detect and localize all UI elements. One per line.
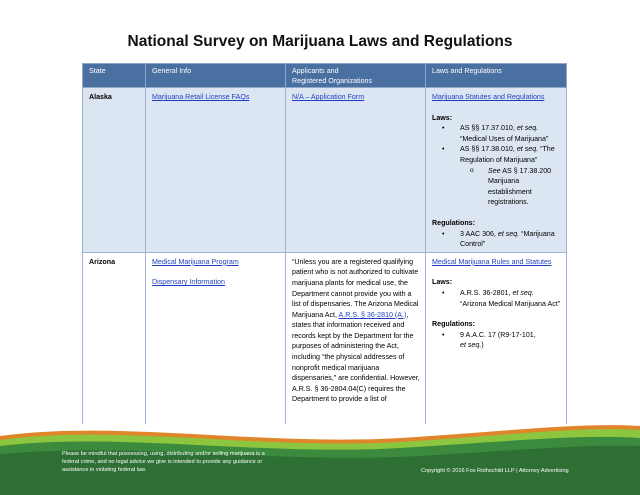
regulation-item: • 9 A.A.C. 17 (R9-17-101, et seq.) (432, 330, 561, 351)
page-title: National Survey on Marijuana Laws and Regulations (127, 33, 513, 50)
rules-statutes-link[interactable]: Medical Marijuana Rules and Statutes (432, 257, 552, 266)
general-info-cell (146, 88, 286, 253)
state-name: Alaska (89, 93, 112, 101)
table-header-row (83, 64, 567, 88)
applicants-cell (286, 252, 426, 424)
state-name: Arizona (89, 257, 116, 266)
law-item: • AS §§ 17.37.010, et seq. “Medical Uses of Marijuana” (432, 123, 561, 144)
column-header-laws: Laws and Regulations (426, 64, 567, 88)
regulation-item: • 3 AAC 306, et seq. “Marijuana Control” (432, 229, 561, 250)
law-item: • AS §§ 17.38.010, et seq. “The Regulation of Marijuana” o See AS § 17.38.200 Marijuana establishment registrations. (432, 144, 561, 208)
quote-text-continued: , states that information received and records kept by the Department for the purposes of administering the Act, including “the physical addresses of nonprofit medical marijuana dispensaries,” are confidential. However, A.R.S. § 36-2804.04(C) requires the Department to provide a list of (292, 310, 420, 404)
retail-license-faqs-link[interactable]: Marijuana Retail License FAQs (152, 93, 250, 101)
footer-copyright: Copyright © 2016 Fox Rothschild LLP | Attorney Advertising (421, 468, 569, 474)
statutes-regulations-link[interactable]: Marijuana Statutes and Regulations (432, 93, 545, 101)
table-row-alaska (83, 88, 567, 253)
column-header-state: State (83, 64, 146, 88)
sub-list (460, 166, 561, 208)
regulations-label: Regulations: (432, 320, 475, 329)
laws-cell (426, 252, 567, 424)
state-cell (83, 88, 146, 253)
column-header-applicants-line2: Registered Organizations (292, 77, 373, 85)
column-header-applicants-line1: Applicants and (292, 67, 339, 75)
quote-text: “Unless you are a registered qualifying patient who is not authorized to cultivate marijuana plants for medical use, the Department cannot provide you with a list of dispensaries. The Arizona Medical Marijuana Act, (292, 257, 419, 319)
medical-marijuana-program-link[interactable]: Medical Marijuana Program (152, 257, 239, 266)
laws-label: Laws: (432, 113, 453, 122)
laws-label: Laws: (432, 278, 453, 287)
laws-list (432, 288, 561, 309)
sub-item: o See AS § 17.38.200 Marijuana establishment registrations. (460, 166, 561, 208)
applicants-cell (286, 88, 426, 253)
column-header-applicants (286, 64, 426, 88)
law-item: • A.R.S. 36-2801, et seq. “Arizona Medical Marijuana Act” (432, 288, 561, 309)
general-info-cell (146, 252, 286, 424)
table-row-arizona (83, 252, 567, 424)
laws-table (82, 63, 567, 424)
ars-36-2810-link[interactable]: A.R.S. § 36-2810 (A.) (338, 310, 407, 319)
footer-disclaimer: Please be mindful that possessing, using, distributing and/or selling marijuana is a federal crime, and no legal advice we give is intended to provide any guidance or assistance in violating federal law. (62, 451, 265, 473)
laws-cell (426, 88, 567, 253)
dispensary-information-link[interactable]: Dispensary Information (152, 278, 225, 287)
regulations-label: Regulations: (432, 218, 475, 227)
column-header-general-info: General Info (146, 64, 286, 88)
laws-list (432, 123, 561, 208)
regulations-list (432, 229, 561, 250)
state-cell (83, 252, 146, 424)
regulations-list (432, 330, 561, 351)
application-form-link[interactable]: N/A – Application Form (292, 93, 365, 101)
